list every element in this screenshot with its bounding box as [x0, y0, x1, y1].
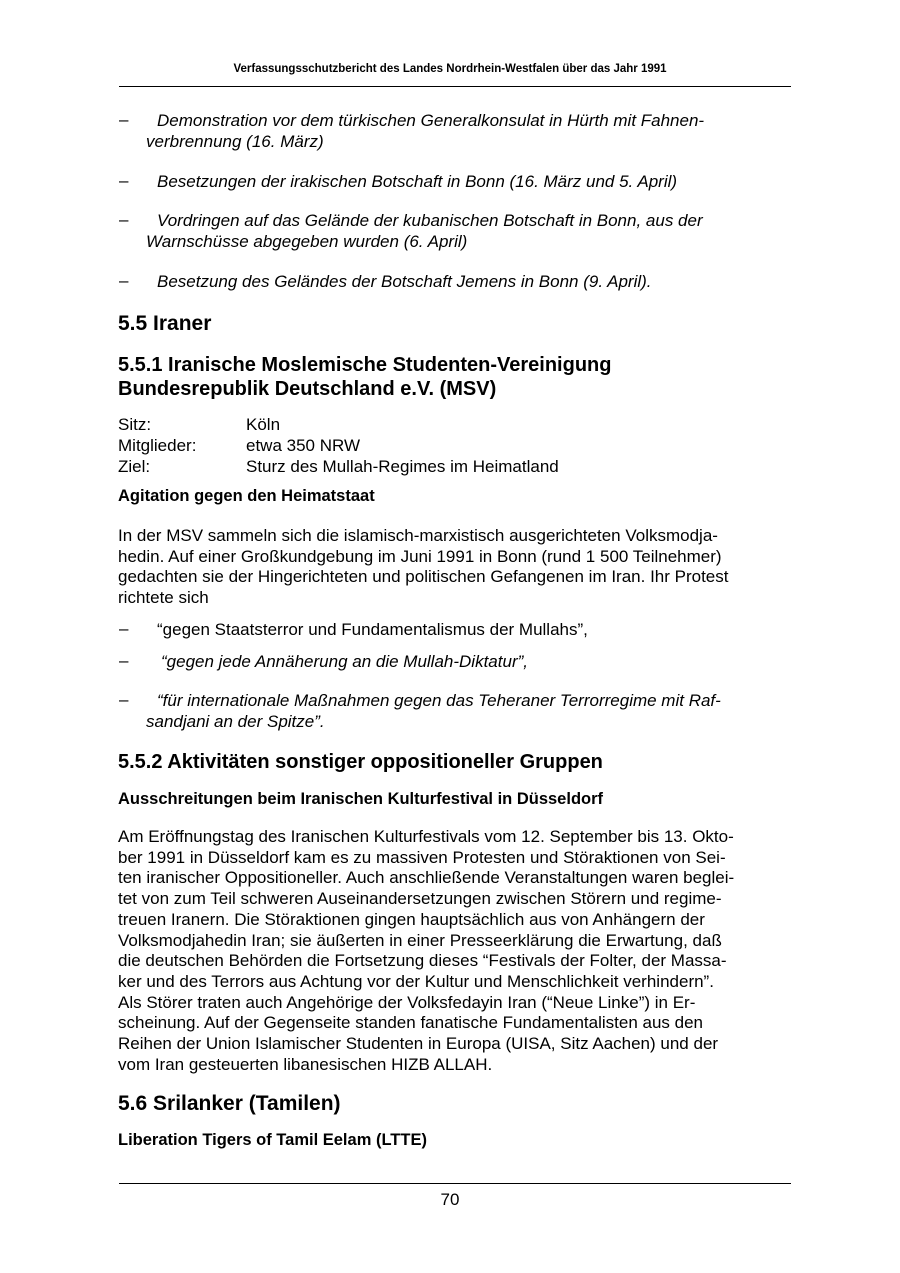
paragraph-line: ten iranischer Oppositioneller. Auch anschließende Veranstaltungen waren beglei-	[118, 868, 735, 888]
list-dash: –	[119, 651, 129, 670]
section-heading-5-6: 5.6 Srilanker (Tamilen)	[118, 1092, 341, 1115]
paragraph-line: richtete sich	[118, 588, 209, 608]
paragraph-line: treuen Iranern. Die Störaktionen gingen hauptsächlich aus von Anhängern der	[118, 909, 705, 929]
list-item-text: Besetzungen der irakischen Botschaft in Bonn (16. März und 5. April)	[157, 172, 678, 191]
paragraph-line: die deutschen Behörden die Fortsetzung dieses “Festivals der Folter, der Massa-	[118, 951, 727, 971]
footer-rule	[119, 1183, 791, 1184]
list-item-text: verbrennung (16. März)	[146, 132, 324, 151]
paragraph-line: Volksmodjahedin Iran; sie äußerten in einer Presseerklärung die Erwartung, daß	[118, 930, 722, 950]
paragraph-line: hedin. Auf einer Großkundgebung im Juni 1991 in Bonn (rund 1 500 Teilnehmer)	[118, 546, 722, 566]
section-heading-5-5-1: 5.5.1 Iranische Moslemische Studenten-Vereinigung	[118, 354, 612, 376]
paragraph-line: ker und des Terrors aus Achtung vor der Kultur und Menschlichkeit verhindern”.	[118, 971, 714, 991]
list-dash: –	[119, 210, 129, 229]
paragraph-line: Am Eröffnungstag des Iranischen Kulturfestivals vom 12. September bis 13. Okto-	[118, 827, 734, 846]
fact-value-ziel: Sturz des Mullah-Regimes im Heimatland	[246, 457, 559, 476]
fact-label-sitz: Sitz:	[118, 415, 152, 434]
fact-value-mitglieder: etwa 350 NRW	[246, 436, 361, 455]
fact-label-ziel: Ziel:	[118, 457, 151, 476]
header-rule	[119, 86, 791, 87]
list-item-text: Vordringen auf das Gelände der kubanischen Botschaft in Bonn, aus der	[157, 211, 703, 230]
list-item-text: “gegen jede Annäherung an die Mullah-Diktatur”,	[161, 652, 528, 671]
section-heading-5-5-1-cont: Bundesrepublik Deutschland e.V. (MSV)	[118, 378, 497, 400]
list-dash: –	[119, 619, 129, 638]
paragraph-msv	[118, 526, 790, 609]
paragraph-kulturfestival	[118, 827, 790, 1075]
list-dash: –	[119, 271, 129, 290]
list-item-text: Warnschüsse abgegeben wurden (6. April)	[146, 232, 468, 251]
fact-value-sitz: Köln	[246, 415, 281, 434]
list-item-text: “für internationale Maßnahmen gegen das Teheraner Terrorregime mit Raf-	[157, 691, 721, 710]
fact-label-mitglieder: Mitglieder:	[118, 436, 197, 455]
list-item-text: “gegen Staatsterror und Fundamentalismus der Mullahs”,	[157, 620, 588, 639]
list-item-text: sandjani an der Spitze”.	[146, 712, 325, 731]
paragraph-line: In der MSV sammeln sich die islamisch-marxistisch ausgerichteten Volksmodja-	[118, 526, 718, 545]
paragraph-line: gedachten sie der Hingerichteten und politischen Gefangenen im Iran. Ihr Protest	[118, 567, 729, 587]
running-header: Verfassungsschutzbericht des Landes Nordrhein-Westfalen über das Jahr 1991	[233, 63, 667, 75]
subheading-ltte: Liberation Tigers of Tamil Eelam (LTTE)	[118, 1131, 427, 1149]
section-heading-5-5-2: 5.5.2 Aktivitäten sonstiger oppositioneller Gruppen	[118, 751, 603, 773]
paragraph-line: Reihen der Union Islamischer Studenten in Europa (UISA, Sitz Aachen) und der	[118, 1034, 719, 1054]
page-number: 70	[440, 1190, 460, 1209]
list-item-text: Besetzung des Geländes der Botschaft Jemens in Bonn (9. April).	[157, 272, 652, 291]
paragraph-line: vom Iran gesteuerten libanesischen HIZB ALLAH.	[118, 1054, 493, 1074]
paragraph-line: ber 1991 in Düsseldorf kam es zu massiven Protesten und Störaktionen von Sei-	[118, 847, 726, 867]
subheading-kulturfestival: Ausschreitungen beim Iranischen Kulturfestival in Düsseldorf	[118, 790, 604, 808]
list-item-text: Demonstration vor dem türkischen Generalkonsulat in Hürth mit Fahnen-	[157, 111, 705, 130]
section-heading-5-5: 5.5 Iraner	[118, 312, 212, 335]
list-dash: –	[119, 690, 129, 709]
subheading-agitation: Agitation gegen den Heimatstaat	[118, 487, 375, 505]
list-dash: –	[119, 171, 129, 190]
paragraph-line: tet von zum Teil schweren Auseinandersetzungen zwischen Störern und regime-	[118, 889, 722, 909]
list-dash: –	[119, 110, 129, 129]
paragraph-line: scheinung. Auf der Gegenseite standen fanatische Fundamentalisten aus den	[118, 1013, 704, 1033]
paragraph-line: Als Störer traten auch Angehörige der Volksfedayin Iran (“Neue Linke”) in Er-	[118, 992, 696, 1012]
